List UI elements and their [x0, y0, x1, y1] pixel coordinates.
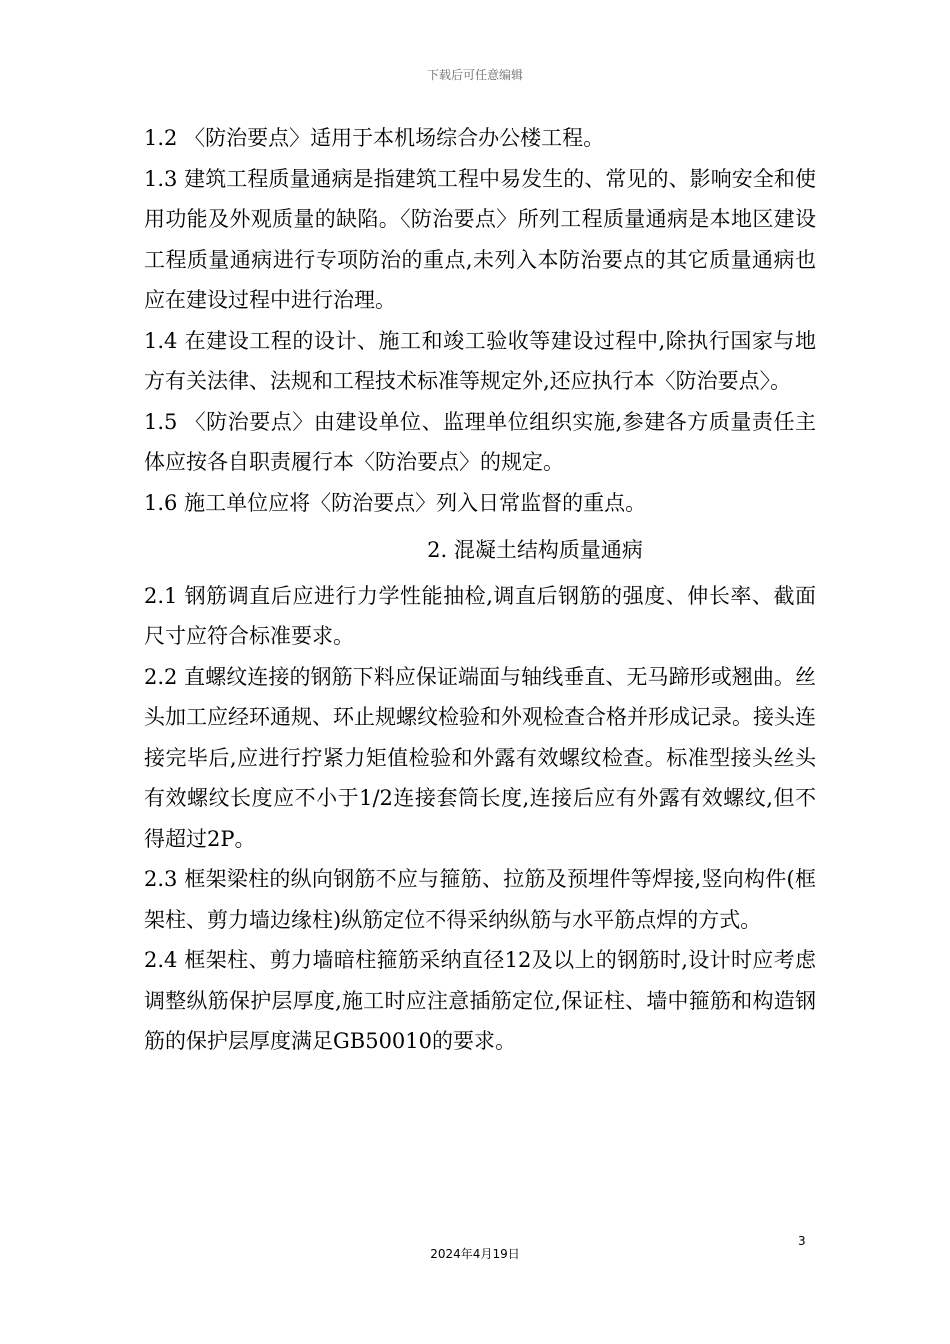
- page-footer-date: 2024年4月19日: [430, 1247, 520, 1261]
- paragraph-1-3: 1.3 建筑工程质量通病是指建筑工程中易发生的、常见的、影响安全和使用功能及外观质量的缺陷。〈防治要点〉所列工程质量通病是本地区建设工程质量通病进行专项防治的重点,未列入本防治要点的其它质量通病也应在建设过程中进行治理。: [144, 166, 816, 312]
- paragraph-2-1: 2.1 钢筋调直后应进行力学性能抽检,调直后钢筋的强度、伸长率、截面尺寸应符合标准要求。: [144, 583, 816, 648]
- paragraph-2-3: 2.3 框架梁柱的纵向钢筋不应与箍筋、拉筋及预埋件等焊接,竖向构件(框架柱、剪力墙边缘柱)纵筋定位不得采纳纵筋与水平筋点焊的方式。: [144, 867, 816, 932]
- section-title: 2. 混凝土结构质量通病: [427, 538, 643, 562]
- page-number: 3: [798, 1234, 806, 1248]
- paragraph-2-4: 2.4 框架柱、剪力墙暗柱箍筋采纳直径12及以上的钢筋时,设计时应考虑调整纵筋保护层厚度,施工时应注意插筋定位,保证柱、墙中箍筋和构造钢筋的保护层厚度满足GB50010的要求。: [144, 948, 816, 1053]
- paragraph-1-4: 1.4 在建设工程的设计、施工和竣工验收等建设过程中,除执行国家与地方有关法律、法规和工程技术标准等规定外,还应执行本〈防治要点〉。: [144, 328, 816, 393]
- paragraph-1-2: 1.2 〈防治要点〉适用于本机场综合办公楼工程。: [144, 126, 605, 150]
- paragraph-2-2: 2.2 直螺纹连接的钢筋下料应保证端面与轴线垂直、无马蹄形或翘曲。丝头加工应经环通规、环止规螺纹检验和外观检查合格并形成记录。接头连接完毕后,应进行拧紧力矩值检验和外露有效螺纹检查。标准型接头丝头有效螺纹长度应不小于1/2连接套筒长度,连接后应有外露有效螺纹,但不得超过2P。: [144, 664, 816, 851]
- paragraph-1-6: 1.6 施工单位应将〈防治要点〉列入日常监督的重点。: [144, 490, 647, 515]
- paragraph-1-5: 1.5 〈防治要点〉由建设单位、监理单位组织实施,参建各方质量责任主体应按各自职责履行本〈防治要点〉的规定。: [144, 409, 816, 474]
- document-body: [144, 118, 816, 1062]
- page-header: 下载后可任意编辑: [426, 68, 523, 82]
